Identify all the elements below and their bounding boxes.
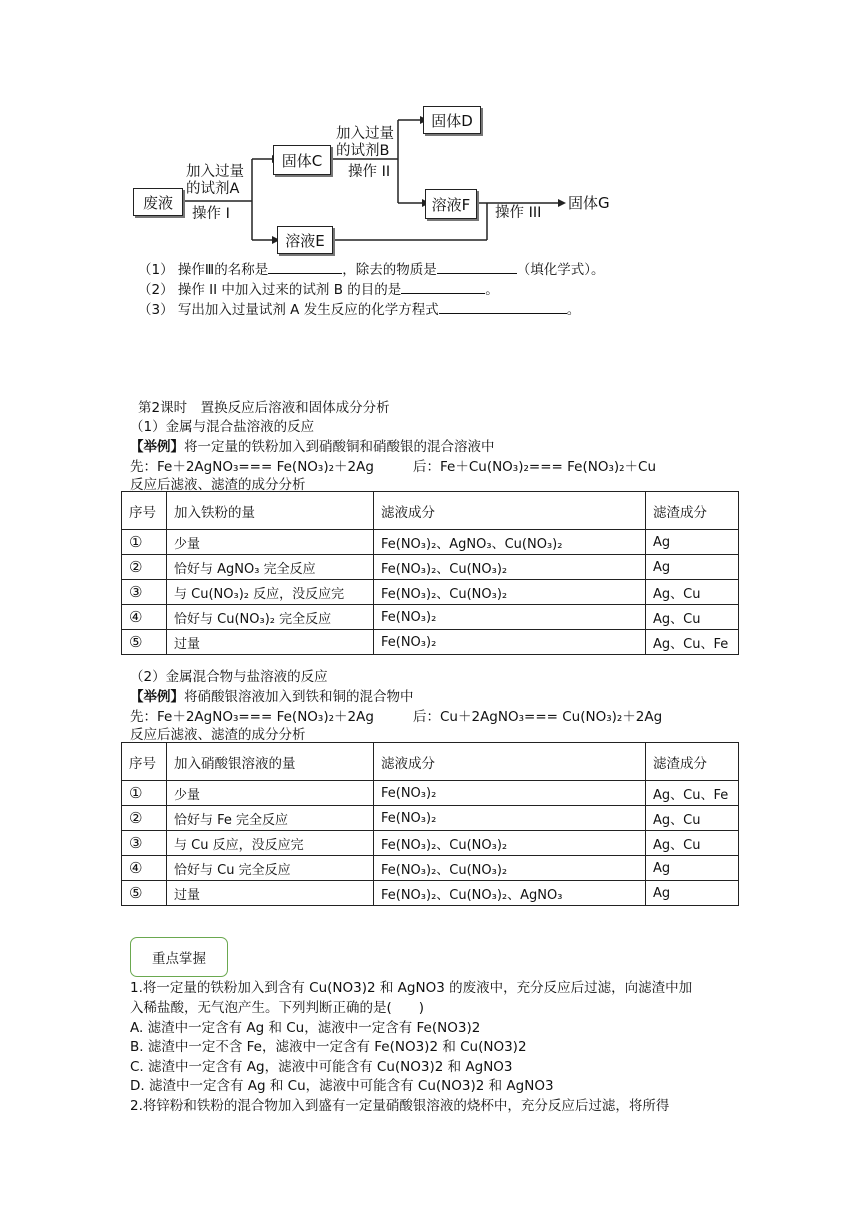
solution-e-box — [277, 226, 333, 254]
q1-line1: 1.将一定量的铁粉加入到含有 Cu(NO3)2 和 AgNO3 的废液中，充分反应后过滤，向滤渣中加 — [130, 980, 693, 996]
q1-option-c: C. 滤渣中一定含有 Ag，滤液中可能含有 Cu(NO3)2 和 AgNO3 — [130, 1059, 513, 1075]
table-row — [122, 806, 739, 831]
table-header: 滤液成分 — [374, 743, 646, 781]
part2-analysis-caption: 反应后滤液、滤渣的成分分析 — [130, 727, 306, 743]
table-cell: ① — [122, 781, 167, 806]
question-2-text: 操作 II 中加入过来的试剂 B 的目的是 — [177, 282, 402, 298]
table-iron-powder — [121, 491, 739, 655]
table-header: 滤液成分 — [374, 492, 646, 530]
table-header-row — [122, 492, 739, 530]
table-cell: ⑤ — [122, 881, 167, 906]
waste-liquid-box — [133, 188, 183, 216]
table-cell: 过量 — [167, 881, 374, 906]
table-cell: Fe(NO₃)₂ — [374, 605, 646, 630]
table-cell: ④ — [122, 856, 167, 881]
table-cell: Fe(NO₃)₂、Cu(NO₃)₂ — [374, 555, 646, 580]
step2-reagent-line1: 加入过量 — [336, 126, 394, 142]
question-3-suffix: 。 — [566, 302, 581, 318]
part1-analysis-caption: 反应后滤液、滤渣的成分分析 — [130, 477, 306, 493]
table-cell: Ag — [646, 555, 739, 580]
solid-d-label: 固体D — [431, 111, 473, 130]
table-cell: 与 Cu(NO₃)₂ 反应，没反应完 — [167, 580, 374, 605]
table-cell: Ag — [646, 856, 739, 881]
table-row — [122, 580, 739, 605]
question-1 — [138, 258, 604, 278]
part1-example — [130, 435, 495, 455]
table-cell: Fe(NO₃)₂、Cu(NO₃)₂ — [374, 856, 646, 881]
table-row — [122, 881, 739, 906]
table-cell: 过量 — [167, 630, 374, 655]
answer-blank-3[interactable] — [439, 299, 567, 314]
table-cell: 恰好与 Cu(NO₃)₂ 完全反应 — [167, 605, 374, 630]
table-cell: Fe(NO₃)₂、Cu(NO₃)₂、AgNO₃ — [374, 881, 646, 906]
question-2-number: （2） — [138, 282, 174, 298]
table-row — [122, 530, 739, 555]
table-cell: 少量 — [167, 781, 374, 806]
table-cell: ④ — [122, 605, 167, 630]
part1-first-equation: 先：Fe＋2AgNO₃=== Fe(NO₃)₂＋2Ag — [130, 459, 374, 475]
table-cell: Ag、Cu、Fe — [646, 630, 739, 655]
lesson-title: 第2课时 置换反应后溶液和固体成分分析 — [138, 400, 390, 416]
table-cell: 恰好与 AgNO₃ 完全反应 — [167, 555, 374, 580]
table-cell: Fe(NO₃)₂ — [374, 630, 646, 655]
answer-blank-1b[interactable] — [437, 259, 517, 274]
question-3-text: 写出加入过量试剂 A 发生反应的化学方程式 — [177, 302, 439, 318]
question-1-suffix: （填化学式）。 — [516, 262, 605, 278]
table-row — [122, 781, 739, 806]
table-cell: Fe(NO₃)₂、AgNO₃、Cu(NO₃)₂ — [374, 530, 646, 555]
table-header: 滤渣成分 — [646, 743, 739, 781]
table-cell: Ag — [646, 881, 739, 906]
question-3 — [138, 298, 580, 318]
q1-option-d: D. 滤渣中一定含有 Ag 和 Cu，滤液中可能含有 Cu(NO3)2 和 AgNO3 — [130, 1078, 554, 1094]
table-cell: 与 Cu 反应，没反应完 — [167, 831, 374, 856]
part2-after-equation: 后：Cu＋2AgNO₃=== Cu(NO₃)₂＋2Ag — [413, 709, 663, 725]
part2-heading: （2）金属混合物与盐溶液的反应 — [130, 669, 328, 685]
part1-after-equation: 后：Fe＋Cu(NO₃)₂=== Fe(NO₃)₂＋Cu — [413, 459, 657, 475]
table-cell: 恰好与 Cu 完全反应 — [167, 856, 374, 881]
table-row — [122, 555, 739, 580]
table-cell: 少量 — [167, 530, 374, 555]
solid-c-label: 固体C — [281, 151, 323, 170]
table-cell: Ag、Cu、Fe — [646, 781, 739, 806]
solution-e-label: 溶液E — [285, 231, 325, 250]
solid-g-label: 固体G — [568, 194, 610, 212]
question-1-text: 操作Ⅲ的名称是 — [177, 262, 269, 278]
q1-option-b: B. 滤渣中一定不含 Fe，滤液中一定含有 Fe(NO3)2 和 Cu(NO3)2 — [130, 1039, 527, 1055]
q1-line2: 入稀盐酸，无气泡产生。下列判断正确的是( ) — [130, 1000, 425, 1016]
part2-example — [130, 685, 414, 705]
table-row — [122, 831, 739, 856]
table-cell: Ag — [646, 530, 739, 555]
table-header: 序号 — [122, 743, 167, 781]
solid-d-box — [423, 106, 481, 134]
q2-line1: 2.将锌粉和铁粉的混合物加入到盛有一定量硝酸银溶液的烧杯中，充分反应后过滤，将所得 — [130, 1098, 670, 1114]
step1-operation: 操作 I — [192, 206, 230, 222]
table-row — [122, 630, 739, 655]
question-3-number: （3） — [138, 302, 174, 318]
solution-f-box — [425, 189, 477, 219]
step1-reagent-line1: 加入过量 — [186, 164, 244, 180]
table-cell: ② — [122, 555, 167, 580]
step1-reagent-line2: 的试剂A — [186, 181, 240, 197]
table-cell: Ag、Cu — [646, 806, 739, 831]
table-cell: Ag、Cu — [646, 831, 739, 856]
part2-example-tag: 【举例】 — [130, 689, 184, 705]
q1-option-a: A. 滤渣中一定含有 Ag 和 Cu，滤液中一定含有 Fe(NO3)2 — [130, 1020, 481, 1036]
table-cell: Fe(NO₃)₂ — [374, 781, 646, 806]
table-row — [122, 856, 739, 881]
table-cell: 恰好与 Fe 完全反应 — [167, 806, 374, 831]
table-row — [122, 605, 739, 630]
table-header: 滤渣成分 — [646, 492, 739, 530]
table-cell: ⑤ — [122, 630, 167, 655]
part1-heading: （1）金属与混合盐溶液的反应 — [130, 419, 315, 435]
step2-operation: 操作 II — [348, 164, 391, 180]
table-cell: ② — [122, 806, 167, 831]
table-header-row — [122, 743, 739, 781]
part1-example-text: 将一定量的铁粉加入到硝酸铜和硝酸银的混合溶液中 — [184, 439, 495, 455]
question-2 — [138, 278, 499, 298]
solution-f-label: 溶液F — [431, 195, 471, 214]
table-cell: Fe(NO₃)₂、Cu(NO₃)₂ — [374, 831, 646, 856]
waste-liquid-label: 废液 — [142, 193, 173, 212]
step3-operation: 操作 III — [495, 205, 542, 221]
question-1-middle: ，除去的物质是 — [342, 262, 437, 278]
table-cell: ① — [122, 530, 167, 555]
solid-c-box — [273, 145, 331, 175]
question-1-number: （1） — [138, 262, 174, 278]
table-silver-nitrate — [121, 742, 739, 906]
table-cell: ③ — [122, 580, 167, 605]
part2-example-text: 将硝酸银溶液加入到铁和铜的混合物中 — [184, 689, 414, 705]
table-header: 加入铁粉的量 — [167, 492, 374, 530]
answer-blank-1a[interactable] — [268, 259, 342, 274]
table-header: 序号 — [122, 492, 167, 530]
step2-reagent-line2: 的试剂B — [336, 143, 390, 159]
table-cell: ③ — [122, 831, 167, 856]
table-header: 加入硝酸银溶液的量 — [167, 743, 374, 781]
part2-first-equation: 先：Fe＋2AgNO₃=== Fe(NO₃)₂＋2Ag — [130, 709, 374, 725]
table-cell: Fe(NO₃)₂ — [374, 806, 646, 831]
table-cell: Fe(NO₃)₂、Cu(NO₃)₂ — [374, 580, 646, 605]
table-cell: Ag、Cu — [646, 605, 739, 630]
table-cell: Ag、Cu — [646, 580, 739, 605]
answer-blank-2[interactable] — [401, 279, 485, 294]
key-points-label: 重点掌握 — [152, 951, 206, 967]
question-2-suffix: 。 — [485, 282, 499, 298]
part1-example-tag: 【举例】 — [130, 439, 184, 455]
key-points-badge — [130, 937, 228, 977]
